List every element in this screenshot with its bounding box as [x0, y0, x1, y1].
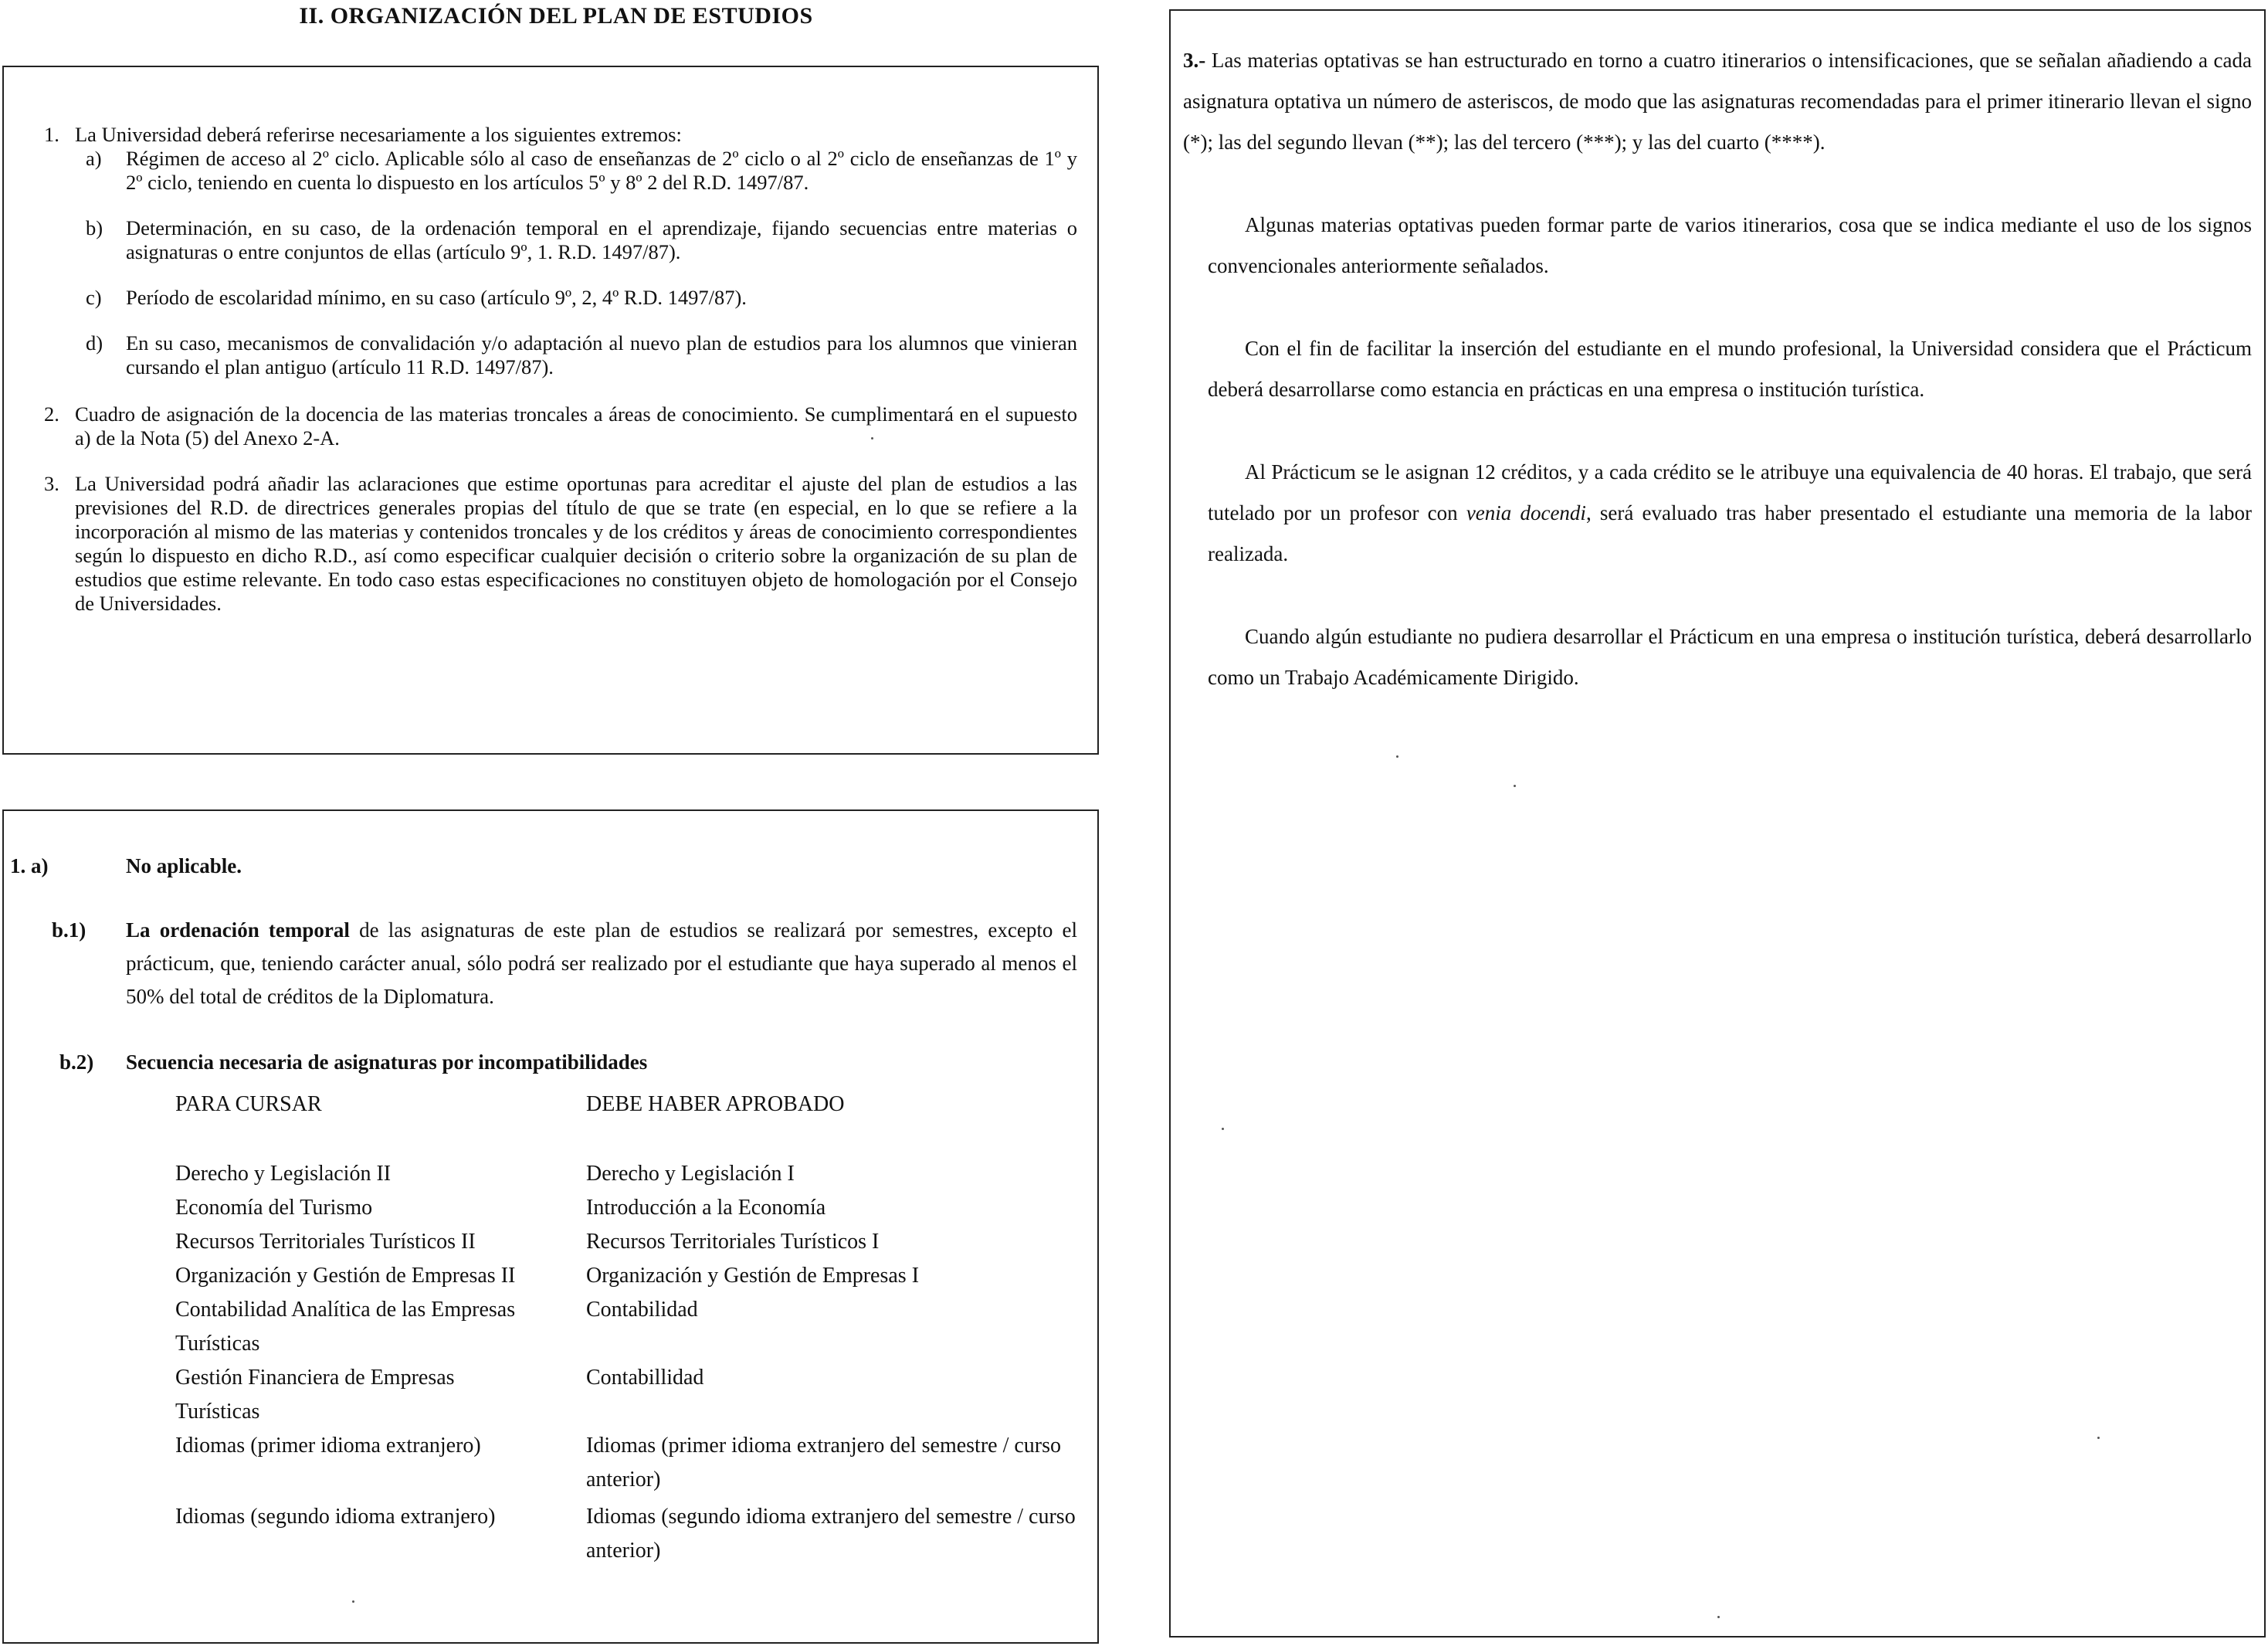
- paragraph-itinerarios: [1171, 40, 2264, 163]
- paragraph-number: 3.-: [1183, 49, 1206, 72]
- cell-debe-haber-aprobado: Derecho y Legislación I: [586, 1162, 795, 1186]
- table-row: [175, 1500, 1087, 1568]
- cell-debe-haber-aprobado: Contabilidad: [586, 1298, 698, 1322]
- paragraph-text-b: , será evaluado tras haber presentado el estudiante una memoria de la labor realizada.: [1208, 501, 2252, 565]
- answer-b2: [4, 1046, 1097, 1079]
- cell-debe-haber-aprobado: Introducción a la Economía: [586, 1196, 826, 1220]
- paragraph-creditos: [1171, 452, 2264, 575]
- optional-subjects-text: [1171, 40, 2264, 740]
- table-row: [175, 1429, 1087, 1497]
- cell-debe-haber-aprobado: Contabillidad: [586, 1366, 704, 1390]
- cell-para-cursar: Contabilidad Analítica de las Empresas Turísticas: [175, 1298, 516, 1356]
- answers-box: [2, 809, 1099, 1644]
- page-title: II. ORGANIZACIÓN DEL PLAN DE ESTUDIOS: [299, 3, 813, 29]
- instructions-list: [4, 123, 1097, 628]
- answer-label: 1. a): [10, 854, 49, 877]
- header-debe-haber-aprobado: DEBE HABER APROBADO: [586, 1092, 845, 1116]
- sub-item-b: [75, 216, 1077, 264]
- table-row: [175, 1191, 1087, 1225]
- answer-text: Secuencia necesaria de asignaturas por incompatibilidades: [126, 1050, 648, 1074]
- answer-text: No aplicable.: [126, 854, 242, 877]
- answers-content: [4, 850, 1097, 1079]
- cell-para-cursar: Recursos Territoriales Turísticos II: [175, 1230, 476, 1254]
- table-body: [175, 1157, 1087, 1568]
- sub-item-d: [75, 331, 1077, 379]
- item-number: 2.: [44, 402, 59, 426]
- item-number: 1.: [44, 123, 59, 146]
- item-text: Cuadro de asignación de la docencia de las materias troncales a áreas de conocimiento. Se cumplimentará en el supuesto a) de la Nota (5) del Anexo 2-A.: [75, 402, 1077, 450]
- scan-speck: [1396, 755, 1398, 758]
- cell-para-cursar: Organización y Gestión de Empresas II: [175, 1264, 516, 1288]
- answer-a: [4, 850, 1097, 883]
- cell-para-cursar: Economía del Turismo: [175, 1196, 373, 1220]
- cell-para-cursar: Idiomas (segundo idioma extranjero): [175, 1505, 496, 1529]
- scan-speck: [352, 1600, 354, 1603]
- scan-speck: [1717, 1616, 1720, 1618]
- table-row: [175, 1361, 1087, 1429]
- instruction-item-3: [4, 472, 1097, 616]
- item-number: 3.: [44, 472, 59, 495]
- cell-debe-haber-aprobado: Organización y Gestión de Empresas I: [586, 1264, 920, 1288]
- table-row: [175, 1293, 1087, 1361]
- sub-text: Determinación, en su caso, de la ordenación temporal en el aprendizaje, fijando secuencias entre materias o asignaturas o entre conjuntos de ellas (artículo 9º, 1. R.D. 1497/87).: [126, 216, 1077, 263]
- cell-debe-haber-aprobado: Idiomas (primer idioma extranjero del semestre / curso anterior): [586, 1434, 1062, 1492]
- sub-item-a: [75, 147, 1077, 195]
- cell-para-cursar: Derecho y Legislación II: [175, 1162, 392, 1186]
- instructions-box: [2, 66, 1099, 755]
- paragraph-practicum: Con el fin de facilitar la inserción del estudiante en el mundo profesional, la Universidad considera que el Prácticum deberá desarrollarse como estancia en prácticas en una empresa o institución turística.: [1208, 337, 2252, 401]
- header-para-cursar: PARA CURSAR: [175, 1092, 322, 1116]
- optional-subjects-box: [1169, 9, 2266, 1638]
- answer-label: b.1): [52, 918, 86, 942]
- cell-debe-haber-aprobado: Idiomas (segundo idioma extranjero del semestre / curso anterior): [586, 1505, 1076, 1563]
- scan-speck: [1222, 1128, 1224, 1130]
- scan-speck: [2097, 1437, 2100, 1439]
- item-text: La Universidad deberá referirse necesariamente a los siguientes extremos:: [75, 123, 682, 146]
- item-text: La Universidad podrá añadir las aclaraciones que estime oportunas para acreditar el ajuste del plan de estudios a las previsiones del R.D. de directrices generales propias del título de que se trate (en especial, en lo que se refiere a la incorporación al mismo de las materias y contenidos troncales y de los créditos y áreas de conocimiento correspondientes según lo dispuesto en dicho R.D., así como especificar cualquier decisión o criterio sobre la organización de su plan de estudios que estime relevante. En todo caso estas especificaciones no constituyen objeto de homologación por el Consejo de Universidades.: [75, 472, 1077, 615]
- scan-speck: [871, 437, 873, 439]
- cell-para-cursar: Gestión Financiera de Empresas Turísticas: [175, 1366, 455, 1424]
- paragraph-text-a: Al Prácticum se le asignan 12 créditos, y a cada crédito se le atribuye una equivalencia de 40 horas. El trabajo, que será tutelado por un profesor con: [1208, 460, 2252, 524]
- scan-speck: [1514, 785, 1516, 787]
- cell-para-cursar: Idiomas (primer idioma extranjero): [175, 1434, 481, 1458]
- instruction-item-2: [4, 402, 1097, 450]
- sub-letter: b): [86, 216, 103, 239]
- table-row: [175, 1157, 1087, 1191]
- sub-letter: d): [86, 331, 103, 355]
- answer-text: de las asignaturas de este plan de estudios se realizará por semestres, excepto el prácticum, que, teniendo carácter anual, sólo podrá ser realizado por el estudiante que haya superado al menos el 50% del total de créditos de la Diplomatura.: [126, 918, 1077, 1008]
- answer-b1: [4, 914, 1097, 1013]
- sub-text: Régimen de acceso al 2º ciclo. Aplicable sólo al caso de enseñanzas de 2º ciclo o al 2º ciclo de enseñanzas de 1º y 2º ciclo, teniendo en cuenta lo dispuesto en los artículos 5º y 8º 2 del R.D. 1497/87.: [126, 147, 1077, 194]
- paragraph-italic: venia docendi: [1466, 501, 1586, 524]
- answer-bold-text: La ordenación temporal: [126, 918, 350, 942]
- sub-item-c: [75, 286, 1077, 310]
- paragraph-signos: Algunas materias optativas pueden formar parte de varios itinerarios, cosa que se indica mediante el uso de los signos convencionales anteriormente señalados.: [1208, 213, 2252, 277]
- incompatibility-table: [175, 1088, 1087, 1568]
- sub-text: En su caso, mecanismos de convalidación y/o adaptación al nuevo plan de estudios para los alumnos que vinieran cursando el plan antiguo (artículo 11 R.D. 1497/87).: [126, 331, 1077, 378]
- answer-label: b.2): [59, 1050, 94, 1074]
- cell-debe-haber-aprobado: Recursos Territoriales Turísticos I: [586, 1230, 880, 1254]
- sub-letter: a): [86, 147, 102, 170]
- paragraph-text: Las materias optativas se han estructurado en torno a cuatro itinerarios o intensificaciones, que se señalan añadiendo a cada asignatura optativa un número de asteriscos, de modo que las asignaturas recomendadas para el primer itinerario llevan el signo (*); las del segundo llevan (**); las del tercero (***); y las del cuarto (****).: [1183, 49, 2252, 154]
- sub-letter: c): [86, 286, 102, 309]
- paragraph-trabajo-dirigido: Cuando algún estudiante no pudiera desarrollar el Prácticum en una empresa o institución turística, deberá desarrollarlo como un Trabajo Académicamente Dirigido.: [1208, 625, 2252, 689]
- instruction-item-1: [4, 123, 1097, 379]
- table-row: [175, 1225, 1087, 1259]
- sub-text: Período de escolaridad mínimo, en su caso (artículo 9º, 2, 4º R.D. 1497/87).: [126, 286, 747, 309]
- table-header: [175, 1088, 1087, 1122]
- table-row: [175, 1259, 1087, 1293]
